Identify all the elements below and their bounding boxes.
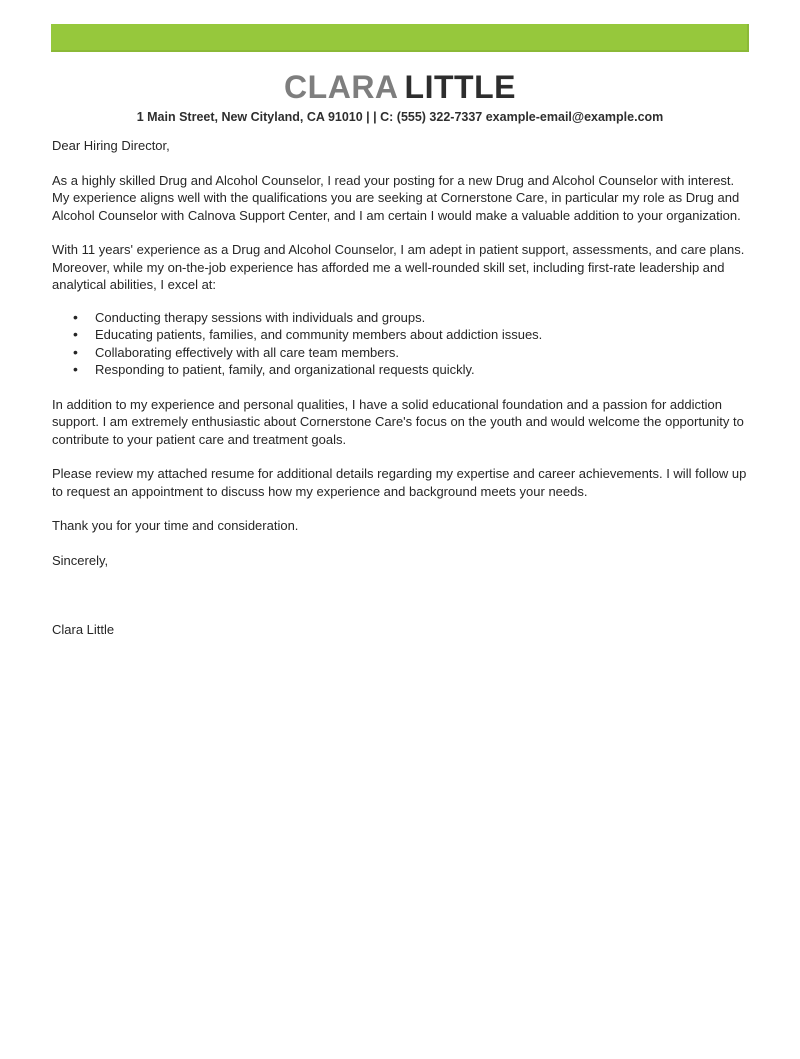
paragraph-intro: As a highly skilled Drug and Alcohol Counselor, I read your posting for a new Drug and Alcohol Counselor with interest. My experience aligns well with the qualifications you are seeking at Cornerstone Care, in particular my role as Drug and Alcohol Counselor with Calnova Support Center, and I am certain I would make a valuable addition to your organization.	[52, 172, 741, 223]
paragraph-education: In addition to my experience and personal qualities, I have a solid educational foundation and a passion for addiction support. I am extremely enthusiastic about Cornerstone Care's focus on the youth and would welcome the opportunity to contribute to your patient care and treatment goals.	[52, 396, 744, 447]
signature-name: Clara Little	[52, 622, 115, 637]
thanks-line: Thank you for your time and consideration.	[52, 518, 299, 533]
skill-item-text: Responding to patient, family, and organizational requests quickly.	[95, 362, 475, 377]
skill-item-text: Educating patients, families, and community members about addiction issues.	[95, 327, 543, 342]
salutation: Dear Hiring Director,	[52, 138, 170, 153]
paragraph-experience: With 11 years' experience as a Drug and Alcohol Counselor, I am adept in patient support, assessments, and care plans. Moreover, while my on-the-job experience has afforded me a well-rounded skill set, including first-rate leadership and analytical abilities, I excel at:	[52, 242, 745, 292]
closing-line: Sincerely,	[52, 552, 109, 568]
list-item	[52, 309, 748, 327]
skill-item-text: Conducting therapy sessions with individuals and groups.	[95, 309, 426, 325]
name-first: CLARA	[284, 69, 399, 105]
list-item	[52, 361, 748, 379]
accent-bar	[51, 24, 749, 52]
cover-letter-page	[0, 24, 800, 1059]
skill-item-text: Collaborating effectively with all care team members.	[95, 344, 399, 360]
skill-list	[52, 309, 748, 379]
name-last: LITTLE	[404, 69, 516, 105]
list-item	[52, 326, 748, 344]
page-title	[0, 68, 800, 106]
letter-body	[0, 137, 800, 639]
paragraph-resume: Please review my attached resume for additional details regarding my expertise and career achievements. I will follow up to request an appointment to discuss how my experience and background meets your needs.	[52, 466, 747, 499]
list-item	[52, 344, 748, 362]
contact-line: 1 Main Street, New Cityland, CA 91010 | | C: (555) 322-7337 example-email@example.com	[136, 110, 664, 124]
